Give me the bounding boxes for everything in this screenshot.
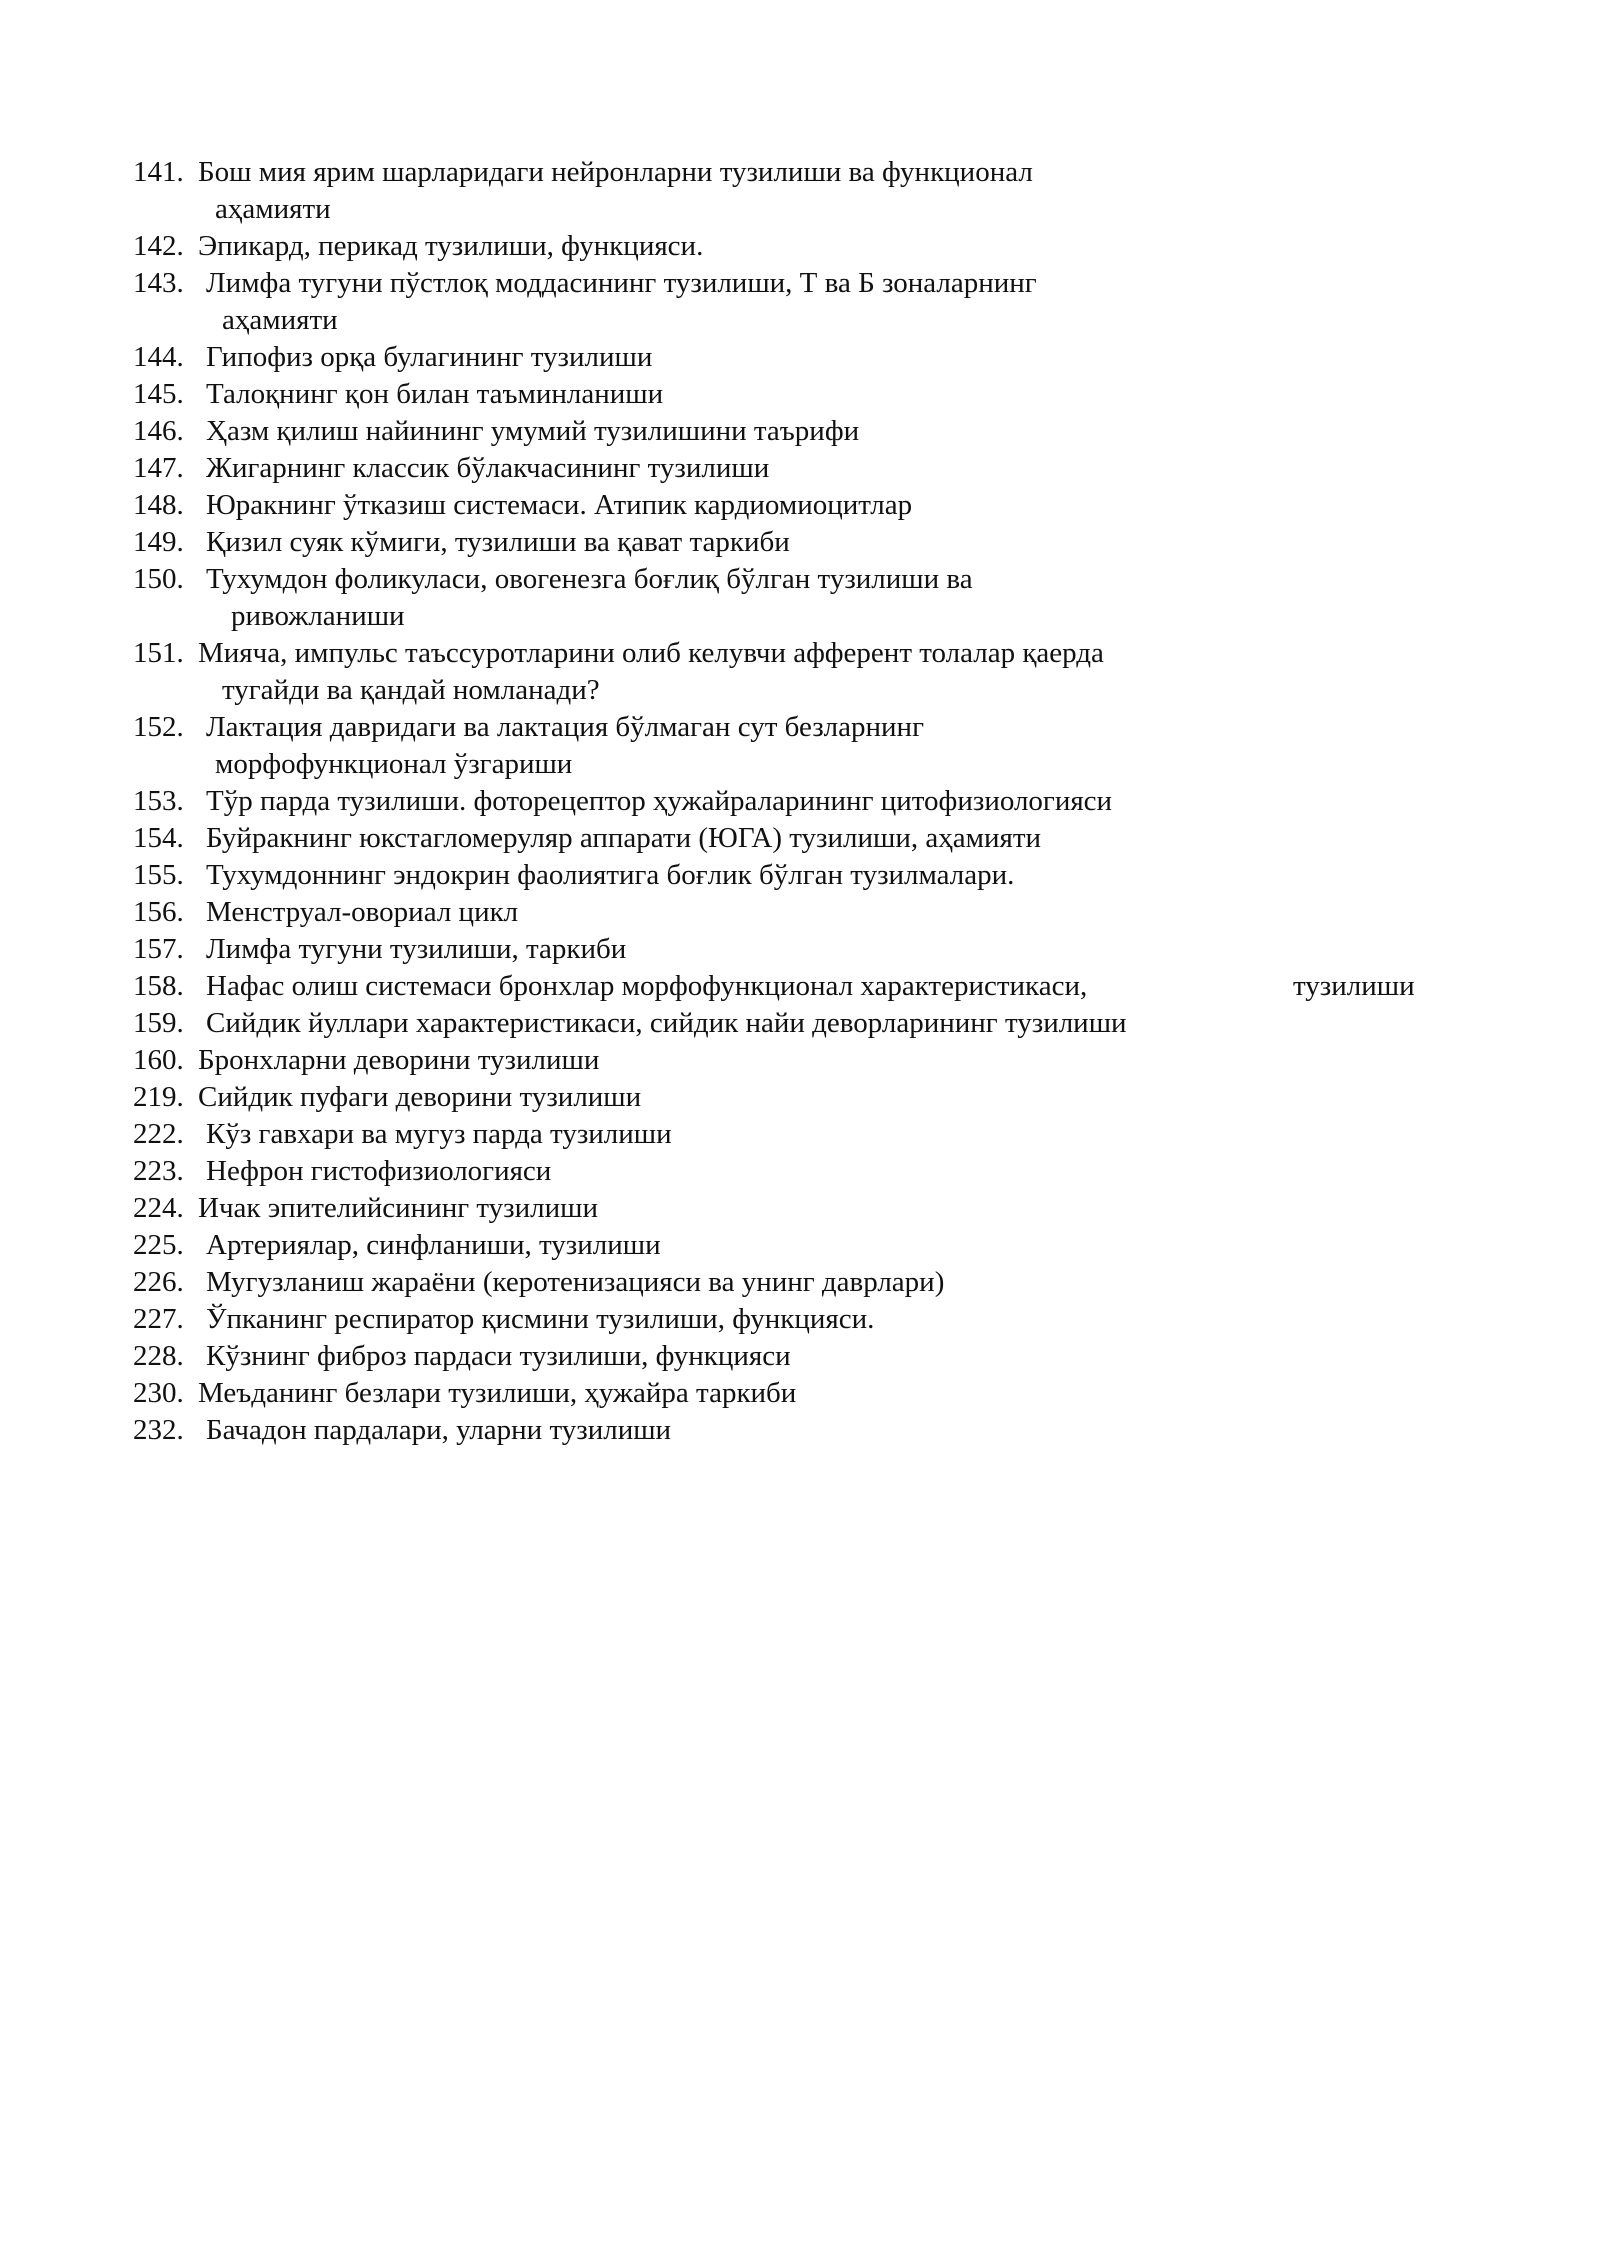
question-number: 152.	[133, 711, 184, 743]
question-number: 153.	[133, 785, 184, 817]
question-text: Бош мия ярим шарларидаги нейронларни тузилиши ва функционал	[198, 156, 1033, 188]
question-text: Нефрон гистофизиологияси	[206, 1155, 552, 1187]
question-number: 150.	[133, 563, 184, 595]
question-text: Нафас олиш системаси бронхлар морфофункционал характеристикаси,	[206, 970, 1088, 1002]
question-number: 160.	[133, 1044, 184, 1076]
question-number: 228.	[133, 1340, 184, 1372]
question-text: Тухумдоннинг эндокрин фаолиятига боғлик бўлган тузилмалари.	[206, 859, 1015, 891]
question-text: Ичак эпителийсининг тузилиши	[198, 1192, 598, 1224]
question-text: Тухумдон фоликуласи, овогенезга боғлиқ бўлган тузилиши ва	[206, 563, 973, 595]
question-text: Кўзнинг фиброз пардаси тузилиши, функцияси	[206, 1340, 791, 1372]
question-text: Қизил суяк кўмиги, тузилиши ва қават таркиби	[206, 526, 790, 558]
question-text: Ўпканинг респиратор қисмини тузилиши, функцияси.	[206, 1303, 875, 1335]
question-text: Бронхларни деворини тузилиши	[198, 1044, 600, 1076]
question-number: 145.	[133, 378, 184, 410]
question-text: Ҳазм қилиш найининг умумий тузилишини таърифи	[206, 415, 860, 447]
question-text-continuation: аҳамияти	[215, 193, 331, 225]
question-number: 226.	[133, 1266, 184, 1298]
question-text: Мияча, импульс таъссуротларини олиб келувчи афферент толалар қаерда	[198, 637, 1104, 669]
question-text: Лимфа тугуни пўстлоқ моддасининг тузилиши, Т ва Б зоналарнинг	[206, 267, 1037, 299]
question-number: 144.	[133, 341, 184, 373]
question-number: 149.	[133, 526, 184, 558]
question-text: Жигарнинг классик бўлакчасининг тузилиши	[206, 452, 770, 484]
question-number: 224.	[133, 1192, 184, 1224]
question-number: 154.	[133, 822, 184, 854]
question-text: Талоқнинг қон билан таъминланиши	[206, 378, 664, 410]
question-number: 147.	[133, 452, 184, 484]
question-text-continuation: ривожланиши	[231, 600, 405, 632]
question-text: Гипофиз орқа булагининг тузилиши	[206, 341, 653, 373]
question-number: 156.	[133, 896, 184, 928]
question-text: Кўз гавхари ва мугуз парда тузилиши	[206, 1118, 672, 1150]
question-text-continuation: морфофункционал ўзгариши	[215, 748, 573, 780]
question-number: 219.	[133, 1081, 184, 1113]
question-number: 157.	[133, 933, 184, 965]
question-number: 148.	[133, 489, 184, 521]
question-text-continuation: тугайди ва қандай номланади?	[222, 674, 600, 706]
question-number: 227.	[133, 1303, 184, 1335]
question-number: 225.	[133, 1229, 184, 1261]
question-number: 159.	[133, 1007, 184, 1039]
question-text: Бачадон пардалари, уларни тузилиши	[206, 1414, 672, 1446]
question-number: 155.	[133, 859, 184, 891]
question-number: 146.	[133, 415, 184, 447]
question-text: Буйракнинг юкстагломеруляр аппарати (ЮГА) тузилиши, аҳамияти	[206, 822, 1042, 854]
question-text: Сийдик пуфаги деворини тузилиши	[198, 1081, 642, 1113]
question-number: 151.	[133, 637, 184, 669]
question-text: Мугузланиш жараёни (керотенизацияси ва унинг даврлари)	[206, 1266, 945, 1298]
question-number: 158.	[133, 970, 184, 1002]
question-number: 143.	[133, 267, 184, 299]
question-number: 223.	[133, 1155, 184, 1187]
question-number: 222.	[133, 1118, 184, 1150]
question-text: Менструал-овориал цикл	[206, 896, 519, 928]
question-text: Юракнинг ўтказиш системаси. Атипик кардиомиоцитлар	[206, 489, 913, 521]
question-number: 141.	[133, 156, 184, 188]
question-number: 232.	[133, 1414, 184, 1446]
question-text: Сийдик йуллари характеристикаси, сийдик найи деворларининг тузилиши	[206, 1007, 1127, 1039]
question-text-trailing: тузилиши	[1293, 970, 1415, 1002]
question-number: 142.	[133, 230, 184, 262]
question-text-continuation: аҳамияти	[222, 304, 338, 336]
question-number: 230.	[133, 1377, 184, 1409]
question-text: Лактация давридаги ва лактация бўлмаган сут безларнинг	[206, 711, 924, 743]
question-text: Меъданинг безлари тузилиши, ҳужайра таркиби	[198, 1377, 797, 1409]
question-text: Артериялар, синфланиши, тузилиши	[206, 1229, 661, 1261]
question-text: Лимфа тугуни тузилиши, таркиби	[206, 933, 627, 965]
question-text: Тўр парда тузилиши. фоторецептор ҳужайраларининг цитофизиологияси	[206, 785, 1113, 817]
question-text: Эпикард, перикад тузилиши, функцияси.	[198, 230, 704, 262]
